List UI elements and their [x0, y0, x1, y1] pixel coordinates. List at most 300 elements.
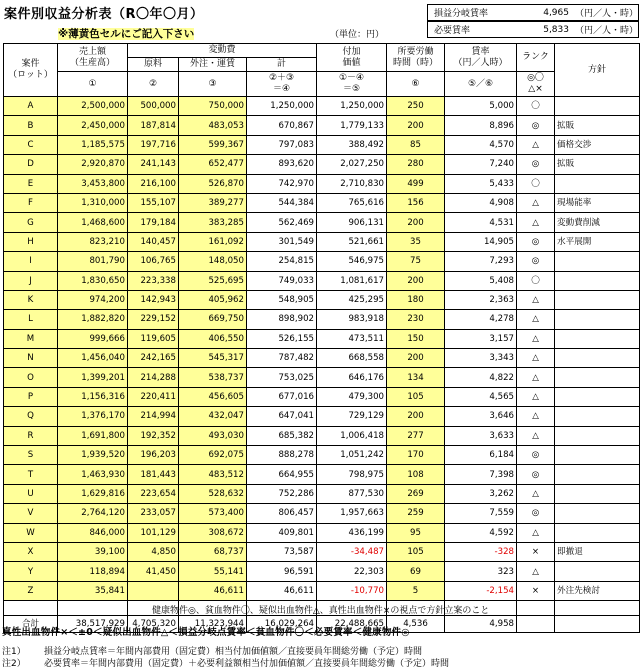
case-id[interactable]: O [4, 368, 58, 387]
outsourcing-cell[interactable]: 389,277 [179, 193, 247, 212]
sales-cell[interactable]: 2,920,870 [58, 155, 128, 174]
material-cell[interactable]: 214,994 [128, 407, 179, 426]
material-cell[interactable]: 223,338 [128, 271, 179, 290]
table-row [4, 387, 640, 406]
variable-total-cell: 787,482 [247, 349, 317, 368]
rate-cell: 5,000 [445, 97, 517, 116]
rank-cell: △ [517, 290, 555, 309]
table-row [4, 523, 640, 542]
outsourcing-cell[interactable]: 525,695 [179, 271, 247, 290]
added-value-cell: 1,051,242 [317, 446, 387, 465]
material-cell[interactable]: 241,143 [128, 155, 179, 174]
policy-cell[interactable] [555, 407, 640, 426]
hours-cell[interactable]: 85 [387, 135, 445, 154]
outsourcing-cell[interactable]: 526,870 [179, 174, 247, 193]
rank-cell: ◎ [517, 446, 555, 465]
case-id[interactable]: A [4, 97, 58, 116]
hours-cell[interactable]: 5 [387, 581, 445, 600]
material-cell[interactable]: 106,765 [128, 252, 179, 271]
outsourcing-cell[interactable]: 68,737 [179, 542, 247, 561]
rate-cell: 4,570 [445, 135, 517, 154]
outsourcing-cell[interactable]: 573,400 [179, 504, 247, 523]
policy-cell[interactable] [555, 504, 640, 523]
policy-cell[interactable] [555, 271, 640, 290]
sales-cell[interactable]: 999,666 [58, 329, 128, 348]
case-id[interactable]: F [4, 193, 58, 212]
sales-cell[interactable]: 974,200 [58, 290, 128, 309]
rank-rule: 真性出血物件×＜±0＜疑似出血物件△＜損益分岐点賃率＜貧血物件〇＜必要賃率＜健康物件◎ [2, 627, 410, 638]
table-row [4, 542, 640, 561]
material-cell[interactable]: 223,654 [128, 484, 179, 503]
variable-total-cell: 893,620 [247, 155, 317, 174]
policy-cell[interactable]: 価格交渉 [555, 135, 640, 154]
outsourcing-cell[interactable]: 528,632 [179, 484, 247, 503]
outsourcing-cell[interactable]: 161,092 [179, 232, 247, 251]
case-id[interactable]: B [4, 116, 58, 135]
added-value-cell: 22,303 [317, 562, 387, 581]
material-cell[interactable]: 155,107 [128, 193, 179, 212]
table-row [4, 562, 640, 581]
header-c7: ⑤／⑥ [445, 72, 517, 97]
hours-cell[interactable]: 200 [387, 349, 445, 368]
added-value-cell: -10,770 [317, 581, 387, 600]
added-value-cell: 1,779,133 [317, 116, 387, 135]
case-id[interactable]: H [4, 232, 58, 251]
added-value-cell: 521,661 [317, 232, 387, 251]
variable-total-cell: 409,801 [247, 523, 317, 542]
added-value-cell: 388,492 [317, 135, 387, 154]
hours-cell[interactable]: 230 [387, 310, 445, 329]
outsourcing-cell[interactable]: 483,053 [179, 116, 247, 135]
total-policy-empty [555, 616, 640, 633]
table-row [4, 174, 640, 193]
policy-cell[interactable]: 即撤退 [555, 542, 640, 561]
hours-cell[interactable]: 499 [387, 174, 445, 193]
rate-cell: 323 [445, 562, 517, 581]
variable-total-cell: 1,250,000 [247, 97, 317, 116]
profit-table [3, 43, 640, 633]
sales-cell[interactable]: 1,629,816 [58, 484, 128, 503]
material-cell[interactable]: 119,605 [128, 329, 179, 348]
sales-cell[interactable]: 2,764,120 [58, 504, 128, 523]
policy-cell[interactable] [555, 426, 640, 445]
material-cell[interactable]: 216,100 [128, 174, 179, 193]
table-row [4, 329, 640, 348]
table-row [4, 193, 640, 212]
policy-cell[interactable] [555, 387, 640, 406]
case-id[interactable]: X [4, 542, 58, 561]
case-id[interactable]: E [4, 174, 58, 193]
outsourcing-cell[interactable]: 545,317 [179, 349, 247, 368]
hours-cell[interactable]: 69 [387, 562, 445, 581]
added-value-cell: 1,006,418 [317, 426, 387, 445]
table-row [4, 232, 640, 251]
rank-cell: △ [517, 368, 555, 387]
sales-cell[interactable]: 118,894 [58, 562, 128, 581]
unit-label: （単位：円） [330, 30, 385, 40]
hours-cell[interactable]: 75 [387, 252, 445, 271]
rank-cell: △ [517, 562, 555, 581]
outsourcing-cell[interactable]: 55,141 [179, 562, 247, 581]
variable-total-cell: 677,016 [247, 387, 317, 406]
header-total: 計 [247, 58, 317, 72]
variable-total-cell: 544,384 [247, 193, 317, 212]
policy-cell[interactable] [555, 523, 640, 542]
case-id[interactable]: D [4, 155, 58, 174]
outsourcing-cell[interactable]: 383,285 [179, 213, 247, 232]
hours-cell[interactable]: 259 [387, 504, 445, 523]
outsourcing-cell[interactable]: 750,000 [179, 97, 247, 116]
material-cell[interactable]: 500,000 [128, 97, 179, 116]
policy-cell[interactable] [555, 252, 640, 271]
rate-cell: 5,408 [445, 271, 517, 290]
rate-cell: 2,363 [445, 290, 517, 309]
rank-cell: ◎ [517, 465, 555, 484]
header-policy: 方針 [555, 44, 640, 97]
material-cell[interactable]: 192,352 [128, 426, 179, 445]
material-cell[interactable]: 196,203 [128, 446, 179, 465]
material-cell[interactable]: 41,450 [128, 562, 179, 581]
rate-cell: 8,896 [445, 116, 517, 135]
variable-total-cell: 73,587 [247, 542, 317, 561]
outsourcing-cell[interactable]: 308,672 [179, 523, 247, 542]
sales-cell[interactable]: 2,500,000 [58, 97, 128, 116]
footnote-key: 注1） [2, 647, 26, 657]
added-value-cell: 479,300 [317, 387, 387, 406]
variable-total-cell: 797,083 [247, 135, 317, 154]
total-added-value: 22,488,665 [317, 616, 387, 633]
case-id[interactable]: S [4, 446, 58, 465]
case-id[interactable]: Y [4, 562, 58, 581]
material-cell[interactable] [128, 581, 179, 600]
material-cell[interactable]: 197,716 [128, 135, 179, 154]
legend-note: 健康物件◎、貧血物件〇、疑似出血物件△、真性出血物件×の視点で方針立案のこと [152, 606, 490, 616]
added-value-cell: 1,250,000 [317, 97, 387, 116]
total-outsourcing: 11,323,944 [179, 616, 247, 633]
hours-cell[interactable]: 269 [387, 484, 445, 503]
case-id[interactable]: V [4, 504, 58, 523]
rank-cell: ◎ [517, 232, 555, 251]
table-row [4, 252, 640, 271]
policy-cell[interactable] [555, 349, 640, 368]
rate-cell: 4,531 [445, 213, 517, 232]
outsourcing-cell[interactable]: 483,512 [179, 465, 247, 484]
total-material: 4,705,320 [128, 616, 179, 633]
total-sales: 38,517,929 [58, 616, 128, 633]
policy-cell[interactable] [555, 484, 640, 503]
added-value-cell: 906,131 [317, 213, 387, 232]
policy-cell[interactable]: 現場能率 [555, 193, 640, 212]
rank-cell: 〇 [517, 271, 555, 290]
variable-total-cell: 46,611 [247, 581, 317, 600]
case-id[interactable]: K [4, 290, 58, 309]
material-cell[interactable]: 140,457 [128, 232, 179, 251]
case-id[interactable]: T [4, 465, 58, 484]
case-id[interactable]: Q [4, 407, 58, 426]
case-id[interactable]: P [4, 387, 58, 406]
hours-cell[interactable]: 180 [387, 290, 445, 309]
hours-cell[interactable]: 277 [387, 426, 445, 445]
page-title: 案件別収益分析表（R〇年〇月） [4, 7, 204, 22]
sales-cell[interactable]: 1,830,650 [58, 271, 128, 290]
case-id[interactable]: J [4, 271, 58, 290]
table-row [4, 155, 640, 174]
header-case: 案件 （ロット） [4, 44, 58, 97]
kpi-value[interactable]: 4,965 [525, 8, 569, 18]
hours-cell[interactable]: 134 [387, 368, 445, 387]
hours-cell[interactable]: 200 [387, 271, 445, 290]
policy-cell[interactable]: 変動費削減 [555, 213, 640, 232]
policy-cell[interactable] [555, 446, 640, 465]
rate-cell: 7,293 [445, 252, 517, 271]
case-id[interactable]: U [4, 484, 58, 503]
added-value-cell: 1,957,663 [317, 504, 387, 523]
hours-cell[interactable]: 35 [387, 232, 445, 251]
header-row-1 [4, 44, 640, 58]
case-id[interactable]: G [4, 213, 58, 232]
sales-cell[interactable]: 801,790 [58, 252, 128, 271]
variable-total-cell: 753,025 [247, 368, 317, 387]
case-id[interactable]: W [4, 523, 58, 542]
hours-cell[interactable]: 200 [387, 116, 445, 135]
table-row [4, 290, 640, 309]
rank-cell: △ [517, 407, 555, 426]
kpi-label: 必要賃率 [434, 26, 471, 36]
hours-cell[interactable]: 95 [387, 523, 445, 542]
table-row [4, 116, 640, 135]
header-c3: ③ [179, 72, 247, 97]
added-value-cell: 473,511 [317, 329, 387, 348]
footnote-text: 必要賃率＝年間内部費用（固定費）＋必要利益額相当付加価値額／直接要員年間総労働（予定）時間 [44, 659, 450, 669]
kpi-value[interactable]: 5,833 [525, 25, 569, 35]
table-row [4, 271, 640, 290]
footnote-key: 注2） [2, 659, 26, 669]
policy-cell[interactable] [555, 329, 640, 348]
table-row [4, 446, 640, 465]
outsourcing-cell[interactable]: 46,611 [179, 581, 247, 600]
variable-total-cell: 647,041 [247, 407, 317, 426]
rank-cell: × [517, 542, 555, 561]
sales-cell[interactable]: 1,399,201 [58, 368, 128, 387]
total-rate: 4,958 [445, 616, 517, 633]
material-cell[interactable]: 233,057 [128, 504, 179, 523]
variable-total-cell: 888,278 [247, 446, 317, 465]
outsourcing-cell[interactable]: 652,477 [179, 155, 247, 174]
hours-cell[interactable]: 170 [387, 446, 445, 465]
rank-cell: △ [517, 329, 555, 348]
policy-cell[interactable] [555, 174, 640, 193]
added-value-cell: 877,530 [317, 484, 387, 503]
rate-cell: 3,262 [445, 484, 517, 503]
material-cell[interactable]: 214,288 [128, 368, 179, 387]
outsourcing-cell[interactable]: 456,605 [179, 387, 247, 406]
rate-cell: -328 [445, 542, 517, 561]
variable-total-cell: 685,382 [247, 426, 317, 445]
header-row-3 [4, 72, 640, 97]
hours-cell[interactable]: 150 [387, 329, 445, 348]
footnote-2 [2, 656, 449, 669]
added-value-cell: 425,295 [317, 290, 387, 309]
sales-cell[interactable]: 3,453,800 [58, 174, 128, 193]
added-value-cell: 798,975 [317, 465, 387, 484]
rate-cell: 4,822 [445, 368, 517, 387]
rank-cell: △ [517, 213, 555, 232]
table-row [4, 135, 640, 154]
sales-cell[interactable]: 846,000 [58, 523, 128, 542]
variable-total-cell: 749,033 [247, 271, 317, 290]
policy-cell[interactable] [555, 465, 640, 484]
case-id[interactable]: N [4, 349, 58, 368]
sales-cell[interactable]: 1,456,040 [58, 349, 128, 368]
material-cell[interactable]: 142,943 [128, 290, 179, 309]
case-id[interactable]: R [4, 426, 58, 445]
outsourcing-cell[interactable]: 148,050 [179, 252, 247, 271]
rate-cell: -2,154 [445, 581, 517, 600]
case-id[interactable]: C [4, 135, 58, 154]
policy-cell[interactable]: 拡販 [555, 116, 640, 135]
outsourcing-cell[interactable]: 692,075 [179, 446, 247, 465]
policy-cell[interactable] [555, 368, 640, 387]
header-rate: 賃率 （円／人時） [445, 44, 517, 72]
material-cell[interactable]: 220,411 [128, 387, 179, 406]
material-cell[interactable]: 181,443 [128, 465, 179, 484]
policy-cell[interactable] [555, 290, 640, 309]
case-id[interactable]: M [4, 329, 58, 348]
sales-cell[interactable]: 2,450,000 [58, 116, 128, 135]
hours-cell[interactable]: 280 [387, 155, 445, 174]
hours-cell[interactable]: 105 [387, 387, 445, 406]
table-row [4, 97, 640, 116]
sales-cell[interactable]: 823,210 [58, 232, 128, 251]
total-hours: 4,536 [387, 616, 445, 633]
sales-cell[interactable]: 1,156,316 [58, 387, 128, 406]
sales-cell[interactable]: 1,185,575 [58, 135, 128, 154]
hours-cell[interactable]: 108 [387, 465, 445, 484]
blank-cell [58, 601, 128, 616]
outsourcing-cell[interactable]: 406,550 [179, 329, 247, 348]
variable-total-cell: 96,591 [247, 562, 317, 581]
kpi-breakeven-rate [427, 4, 639, 21]
table-row [4, 349, 640, 368]
outsourcing-cell[interactable]: 599,367 [179, 135, 247, 154]
material-cell[interactable]: 4,850 [128, 542, 179, 561]
material-cell[interactable]: 229,152 [128, 310, 179, 329]
hours-cell[interactable]: 250 [387, 97, 445, 116]
added-value-cell: 765,616 [317, 193, 387, 212]
variable-total-cell: 254,815 [247, 252, 317, 271]
table-row [4, 465, 640, 484]
policy-cell[interactable]: 拡販 [555, 155, 640, 174]
added-value-cell: -34,487 [317, 542, 387, 561]
sales-cell[interactable]: 1,376,170 [58, 407, 128, 426]
header-c1: ① [58, 72, 128, 97]
variable-total-cell: 664,955 [247, 465, 317, 484]
kpi-unit: （円／人・時） [574, 9, 638, 19]
material-cell[interactable]: 187,814 [128, 116, 179, 135]
blank-cell [517, 601, 555, 616]
material-cell[interactable]: 242,165 [128, 349, 179, 368]
case-id[interactable]: I [4, 252, 58, 271]
outsourcing-cell[interactable]: 432,047 [179, 407, 247, 426]
total-variable: 16,029,264 [247, 616, 317, 633]
rate-cell: 7,240 [445, 155, 517, 174]
outsourcing-cell[interactable]: 405,962 [179, 290, 247, 309]
outsourcing-cell[interactable]: 669,750 [179, 310, 247, 329]
rank-cell: △ [517, 193, 555, 212]
sales-cell[interactable]: 35,841 [58, 581, 128, 600]
policy-cell[interactable]: 水平展開 [555, 232, 640, 251]
rate-cell: 3,633 [445, 426, 517, 445]
hours-cell[interactable]: 200 [387, 407, 445, 426]
added-value-cell: 646,176 [317, 368, 387, 387]
sales-cell[interactable]: 1,939,520 [58, 446, 128, 465]
header-c2: ② [128, 72, 179, 97]
outsourcing-cell[interactable]: 538,737 [179, 368, 247, 387]
rate-cell: 7,559 [445, 504, 517, 523]
hours-cell[interactable]: 156 [387, 193, 445, 212]
variable-total-cell: 742,970 [247, 174, 317, 193]
material-cell[interactable]: 179,184 [128, 213, 179, 232]
rate-cell: 4,565 [445, 387, 517, 406]
header-sales: 売上額 （生産高） [58, 44, 128, 72]
rank-cell: △ [517, 135, 555, 154]
header-c4: ②＋③ ＝④ [247, 72, 317, 97]
sales-cell[interactable]: 1,468,600 [58, 213, 128, 232]
case-id[interactable]: L [4, 310, 58, 329]
header-c5: ①－④ ＝⑤ [317, 72, 387, 97]
sales-cell[interactable]: 1,463,930 [58, 465, 128, 484]
variable-total-cell: 752,286 [247, 484, 317, 503]
total-rank-empty [517, 616, 555, 633]
header-c6: ⑥ [387, 72, 445, 97]
hours-cell[interactable]: 200 [387, 213, 445, 232]
rate-cell: 3,157 [445, 329, 517, 348]
rate-cell: 3,646 [445, 407, 517, 426]
added-value-cell: 2,710,830 [317, 174, 387, 193]
header-c8: ◎〇 △× [517, 72, 555, 97]
table-row [4, 484, 640, 503]
table-row [4, 368, 640, 387]
sales-cell[interactable]: 39,100 [58, 542, 128, 561]
total-label: 合計 [4, 616, 58, 633]
sales-cell[interactable]: 1,310,000 [58, 193, 128, 212]
rate-cell: 3,343 [445, 349, 517, 368]
kpi-unit: （円／人・時） [574, 26, 638, 36]
rank-cell: ◎ [517, 252, 555, 271]
added-value-cell: 1,081,617 [317, 271, 387, 290]
variable-total-cell: 806,457 [247, 504, 317, 523]
case-id[interactable]: Z [4, 581, 58, 600]
table-row [4, 213, 640, 232]
rate-cell: 7,398 [445, 465, 517, 484]
policy-cell[interactable] [555, 97, 640, 116]
variable-total-cell: 898,902 [247, 310, 317, 329]
sales-cell[interactable]: 1,882,820 [58, 310, 128, 329]
rate-cell: 14,905 [445, 232, 517, 251]
header-material: 原料 [128, 58, 179, 72]
rank-cell: △ [517, 387, 555, 406]
material-cell[interactable]: 101,129 [128, 523, 179, 542]
sales-cell[interactable]: 1,691,800 [58, 426, 128, 445]
added-value-cell: 546,975 [317, 252, 387, 271]
policy-cell[interactable] [555, 310, 640, 329]
blank-cell [4, 601, 58, 616]
outsourcing-cell[interactable]: 493,030 [179, 426, 247, 445]
hours-cell[interactable]: 105 [387, 542, 445, 561]
rank-cell: 〇 [517, 97, 555, 116]
policy-cell[interactable]: 外注先検討 [555, 581, 640, 600]
policy-cell[interactable] [555, 562, 640, 581]
